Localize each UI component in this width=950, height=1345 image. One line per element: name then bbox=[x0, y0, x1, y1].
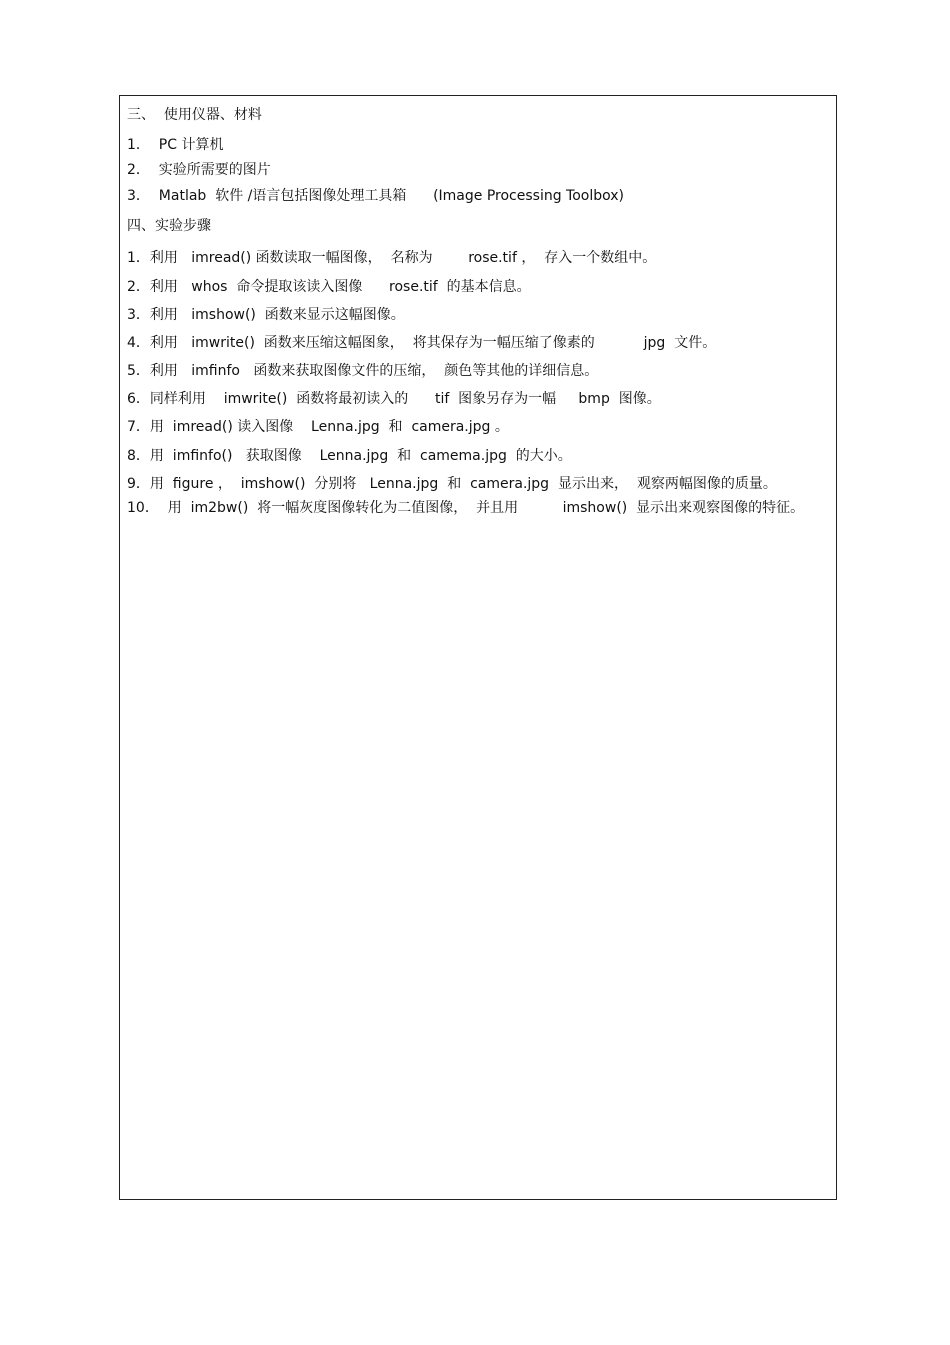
step-item-2: 2．利用 whos 命令提取该读入图像 rose.tif 的基本信息。 bbox=[127, 279, 531, 295]
step-item-10: 10． 用 im2bw() 将一幅灰度图像转化为二值图像， 并且用 imshow() 显示出来观察图像的特征。 bbox=[127, 500, 805, 516]
material-item-3: 3． Matlab 软件 /语言包括图像处理工具箱 (Image Processing Toolbox) bbox=[127, 188, 625, 204]
section-heading-steps: 四、实验步骤 bbox=[127, 218, 211, 234]
step-item-1: 1．利用 imread() 函数读取一幅图像， 名称为 rose.tif ， 存入一个数组中。 bbox=[127, 250, 657, 266]
step-item-3: 3．利用 imshow() 函数来显示这幅图像。 bbox=[127, 307, 405, 323]
material-item-2: 2． 实验所需要的图片 bbox=[127, 162, 271, 178]
step-item-5: 5．利用 imfinfo 函数来获取图像文件的压缩， 颜色等其他的详细信息。 bbox=[127, 363, 599, 379]
material-item-1: 1． PC 计算机 bbox=[127, 137, 224, 153]
step-item-6: 6．同样利用 imwrite() 函数将最初读入的 tif 图象另存为一幅 bmp 图像。 bbox=[127, 391, 661, 407]
step-item-7: 7．用 imread() 读入图像 Lenna.jpg 和 camera.jpg 。 bbox=[127, 419, 509, 435]
step-item-4: 4．利用 imwrite() 函数来压缩这幅图象， 将其保存为一幅压缩了像素的 jpg 文件。 bbox=[127, 335, 717, 351]
step-item-8: 8．用 imfinfo() 获取图像 Lenna.jpg 和 camema.jpg 的大小。 bbox=[127, 448, 572, 464]
content-frame bbox=[119, 95, 837, 1200]
section-heading-materials: 三、 使用仪器、材料 bbox=[127, 107, 262, 123]
step-item-9: 9．用 figure ， imshow() 分别将 Lenna.jpg 和 camera.jpg 显示出来， 观察两幅图像的质量。 bbox=[127, 476, 777, 492]
